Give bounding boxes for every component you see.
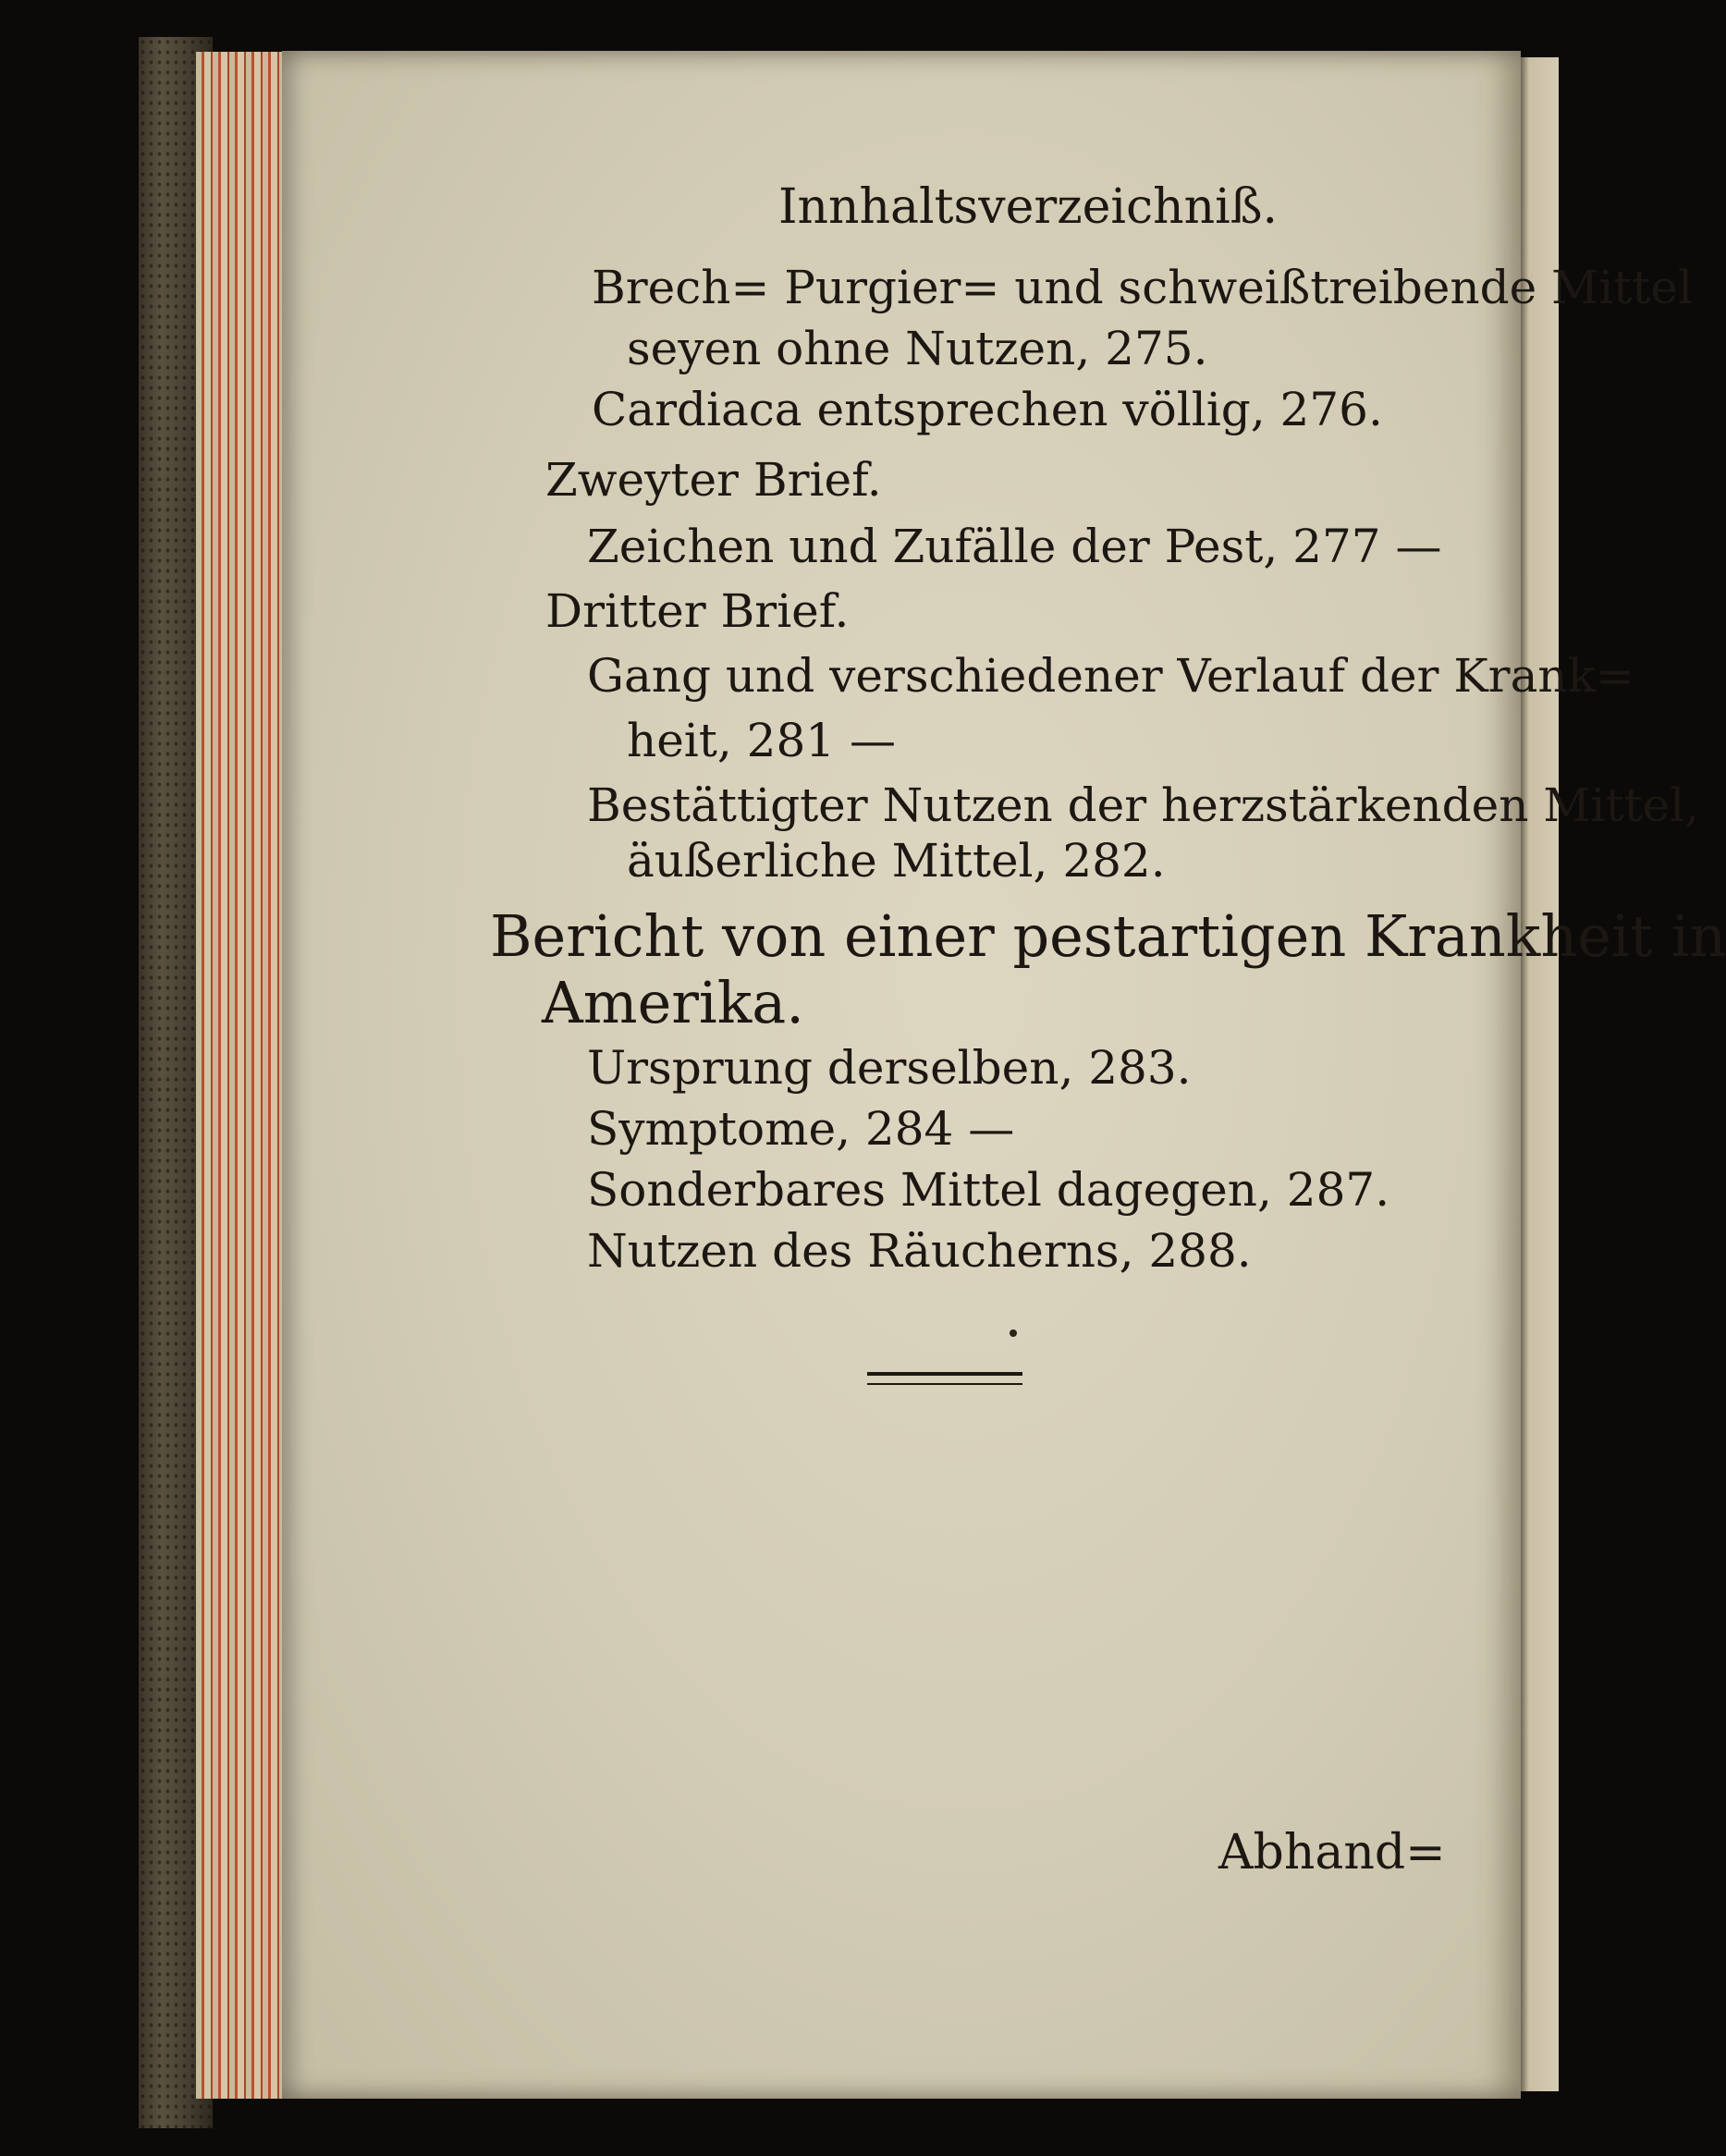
page-edges: [196, 52, 288, 2099]
toc-section-heading: Zweyter Brief.: [545, 453, 882, 507]
toc-section-heading: Bericht von einer pestartigen Krankheit in: [490, 902, 1726, 970]
toc-entry: Brech= Purgier= und schweißtreibende Mittel: [592, 261, 1694, 314]
toc-entry: Nutzen des Räucherns, 288.: [587, 1224, 1252, 1278]
divider-rule: [867, 1372, 1022, 1376]
toc-section-heading: Amerika.: [542, 969, 804, 1036]
toc-entry: Symptome, 284 —: [587, 1102, 1015, 1156]
toc-entry: Ursprung derselben, 283.: [587, 1041, 1192, 1095]
page-heading: Innhaltsverzeichniß.: [778, 179, 1279, 235]
toc-entry: äußerliche Mittel, 282.: [627, 834, 1166, 888]
toc-entry: Gang und verschiedener Verlauf der Krank=: [587, 649, 1634, 703]
divider-rule: [867, 1383, 1022, 1385]
toc-entry: Zeichen und Zufälle der Pest, 277 —: [587, 520, 1442, 573]
toc-entry: seyen ohne Nutzen, 275.: [627, 322, 1208, 375]
toc-entry: Cardiaca entsprechen völlig, 276.: [592, 383, 1383, 436]
catchword: Abhand=: [1218, 1825, 1446, 1880]
toc-section-heading: Dritter Brief.: [545, 584, 850, 638]
toc-entry: Bestättigter Nutzen der herzstärkenden Mittel,: [587, 778, 1700, 832]
toc-entry: Sonderbares Mittel dagegen, 287.: [587, 1163, 1390, 1217]
toc-entry: heit, 281 —: [627, 714, 896, 767]
ink-dot: [1010, 1329, 1017, 1337]
facing-page-edge: [1516, 57, 1559, 2091]
